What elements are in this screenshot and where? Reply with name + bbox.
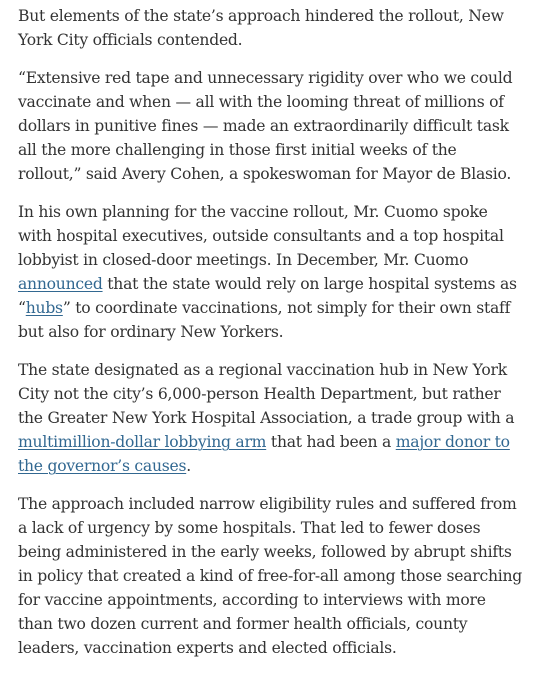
paragraph-3-text-2: that the state would rely on large hospital systems as “ <box>18 275 517 317</box>
paragraph-2-text: “Extensive red tape and unnecessary rigidity over who we could vaccinate and when — all with the looming threat of millions of dollars in punitive fines — made an extraordinarily difficult task all the more challenging in those first initial weeks of the rollout,” said Avery Cohen, a spokeswoman for Mayor de Blasio. <box>18 69 513 183</box>
major-donor-link[interactable]: major donor to the governor’s causes <box>18 433 510 475</box>
paragraph-1-text: But elements of the state’s approach hindered the rollout, New York City officials contended. <box>18 7 504 49</box>
paragraph-4 <box>18 358 523 478</box>
announced-link[interactable]: announced <box>18 275 103 293</box>
paragraph-3-text-1: In his own planning for the vaccine rollout, Mr. Cuomo spoke with hospital executives, outside consultants and a top hospital lobbyist in closed-door meetings. In December, Mr. Cuomo <box>18 203 504 269</box>
paragraph-4-text-2: that had been a <box>266 433 396 451</box>
paragraph-4-text-3: . <box>186 457 191 475</box>
paragraph-3 <box>18 200 523 344</box>
paragraph-4-text-1: The state designated as a regional vaccination hub in New York City not the city’s 6,000-person Health Department, but rather the Greater New York Hospital Association, a trade group with a <box>18 361 515 427</box>
paragraph-3-text-3: ” to coordinate vaccinations, not simply for their own staff but also for ordinary New Yorkers. <box>18 299 511 341</box>
paragraph-1 <box>18 4 523 52</box>
paragraph-5 <box>18 492 523 660</box>
article-body <box>18 0 523 674</box>
hubs-link[interactable]: hubs <box>25 299 63 317</box>
paragraph-2 <box>18 66 523 186</box>
paragraph-5-text: The approach included narrow eligibility rules and suffered from a lack of urgency by some hospitals. That led to fewer doses being administered in the early weeks, followed by abrupt shifts in policy that created a kind of free-for-all among those searching for vaccine appointments, according to interviews with more than two dozen current and former health officials, county leaders, vaccination experts and elected officials. <box>18 495 523 657</box>
lobbying-arm-link[interactable]: multimillion-dollar lobbying arm <box>18 433 267 451</box>
